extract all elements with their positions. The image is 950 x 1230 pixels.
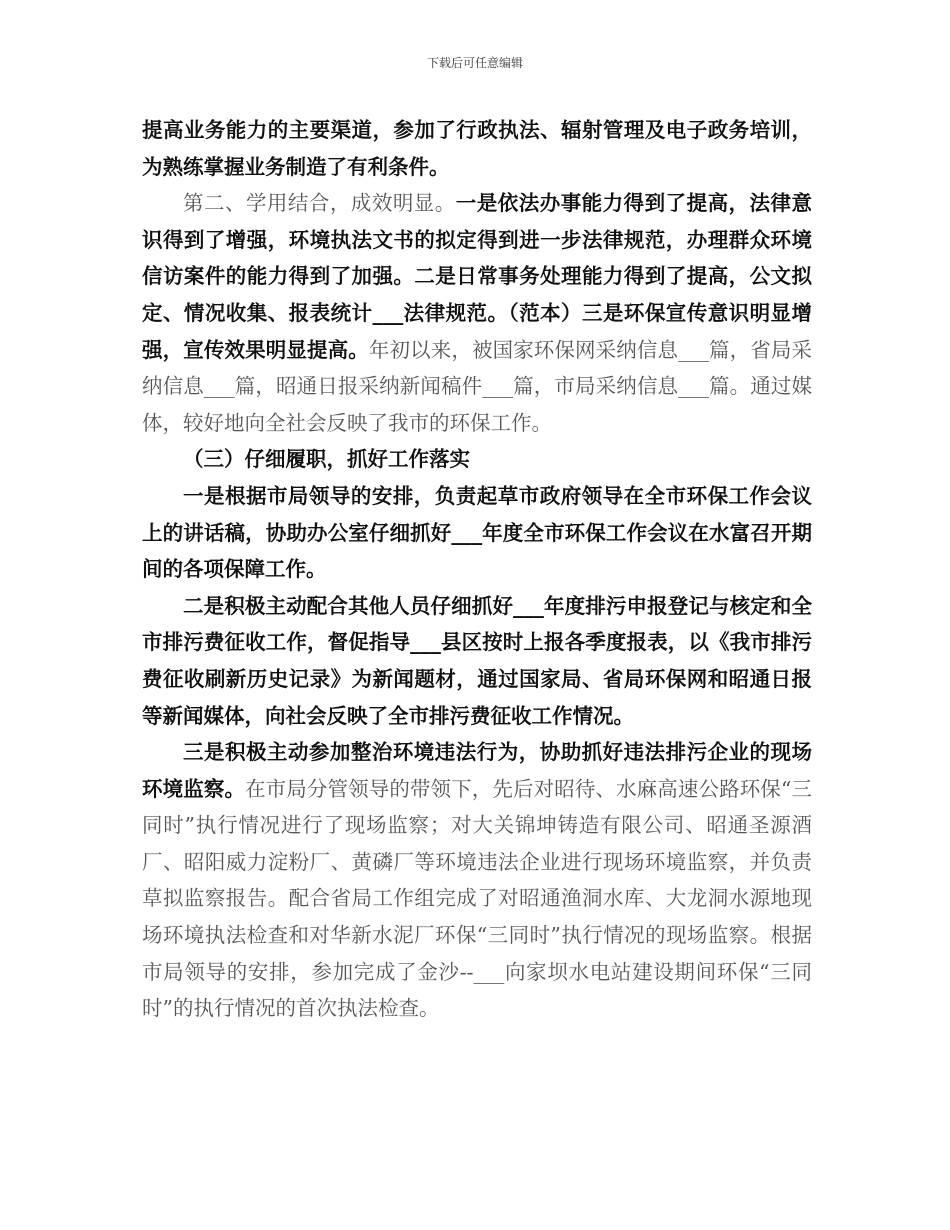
paragraph-2-tail: 年初以来，被国家环保网采纳信息___篇，省局采纳信息___篇，昭通日报采纳新闻稿件___篇，市局采纳信息___篇。通过媒体，较好地向全社会反映了我市的环保工作。 — [142, 337, 813, 435]
paragraph-1 — [142, 112, 812, 185]
page-header: 下载后可任意编辑 — [426, 56, 523, 70]
paragraph-4 — [142, 588, 812, 734]
section-heading-text: （三）仔细履职，抓好工作落实 — [183, 447, 470, 472]
section-heading — [142, 441, 812, 478]
document-body — [142, 112, 812, 1027]
paragraph-1-text: 提高业务能力的主要渠道，参加了行政执法、辐射管理及电子政务培训，为熟练掌握业务制造了有利条件。 — [142, 118, 812, 179]
paragraph-2-lead: 第二、学用结合，成效明显。 — [183, 191, 456, 216]
paragraph-5-tail: 在市局分管领导的带领下，先后对昭待、水麻高速公路环保“三同时”执行情况进行了现场监察；对大关锦坤铸造有限公司、昭通圣源酒厂、昭阳威力淀粉厂、黄磷厂等环境违法企业进行现场环境监察，并负责草拟监察报告。配合省局工作组完成了对昭通渔洞水库、大龙洞水源地现场环境执法检查和对华新水泥厂环保“三同时”执行情况的现场监察。根据市局领导的安排，参加完成了金沙--___向家坝水电站建设期间环保“三同时”的执行情况的首次执法检查。 — [142, 776, 813, 1021]
paragraph-5 — [142, 734, 812, 1027]
paragraph-4-text: 二是积极主动配合其他人员仔细抓好___年度排污申报登记与核定和全市排污费征收工作，督促指导___县区按时上报各季度报表，以《我市排污费征收刷新历史记录》为新闻题材，通过国家局、省局环保网和昭通日报等新闻媒体，向社会反映了全市排污费征收工作情况。 — [142, 593, 812, 728]
paragraph-3-text: 一是根据市局领导的安排，负责起草市政府领导在全市环保工作会议上的讲话稿，协助办公室仔细抓好___年度全市环保工作会议在水富召开期间的各项保障工作。 — [142, 483, 812, 582]
paragraph-2 — [142, 185, 812, 441]
paragraph-3 — [142, 478, 812, 588]
paragraph-5-lead: 三是积极主动参加整治环境违法行为，协助抓好违法排污企业的现场环境监察。 — [142, 740, 812, 801]
paragraph-2-bold: 一是依法办事能力得到了提高，法律意识得到了增强，环境执法文书的拟定得到进一步法律规范，办理群众环境信访案件的能力得到了加强。二是日常事务处理能力得到了提高，公文拟定、情况收集、报表统计___法律规范。（范本）三是环保宣传意识明显增强，宣传效果明显提高。 — [142, 191, 813, 362]
